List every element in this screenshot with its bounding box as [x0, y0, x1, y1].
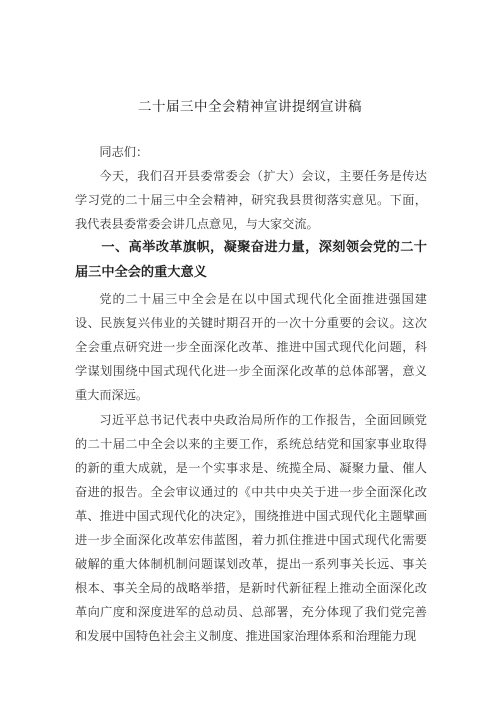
document-title: 二十届三中全会精神宣讲提纲宣讲稿: [138, 99, 362, 115]
section-heading-1: 一、高举改革旗帜，凝聚奋进力量，深刻领会党的二十届三中全会的重大意义: [75, 240, 427, 280]
opening-section: [75, 140, 427, 236]
intro-paragraph: 今天，我们召开县委常委会（扩大）会议，主要任务是传达学习党的二十届三中全会精神，研究我县贯彻落实意见。下面，我代表县委常委会讲几点意见，与大家交流。: [75, 169, 427, 231]
section-1-body-2: [75, 408, 427, 648]
section-1-body: [75, 287, 427, 407]
paragraph-1: 党的二十届三中全会是在以中国式现代化全面推进强国建设、民族复兴伟业的关键时期召开的一次十分重要的会议。这次全会重点研究进一步全面深化改革、推进中国式现代化问题，科学谋划围绕中国式现代化进一步全面深化改革的总体部署，意义重大而深远。: [75, 292, 427, 402]
paragraph-2: 习近平总书记代表中央政治局所作的工作报告，全面回顾党的二十届二中全会以来的主要工作，系统总结党和国家事业取得的新的重大成就，是一个实事求是、统揽全局、凝聚力量、催人奋进的报告。全会审议通过的《中共中央关于进一步全面深化改革、推进中国式现代化的决定》，围绕推进中国式现代化主题擘画进一步全面深化改革宏伟蓝图，着力抓住推进中国式现代化需要破解的重大体制机制问题谋划改革，提出一系列事关长远、事关根本、事关全局的战略举措，是新时代新征程上推动全面深化改革向广度和深度进军的总动员、总部署，充分体现了我们党完善和发展中国特色社会主义制度、推进国家治理体系和治理能力现: [75, 413, 427, 643]
salutation: 同志们：: [99, 145, 149, 159]
